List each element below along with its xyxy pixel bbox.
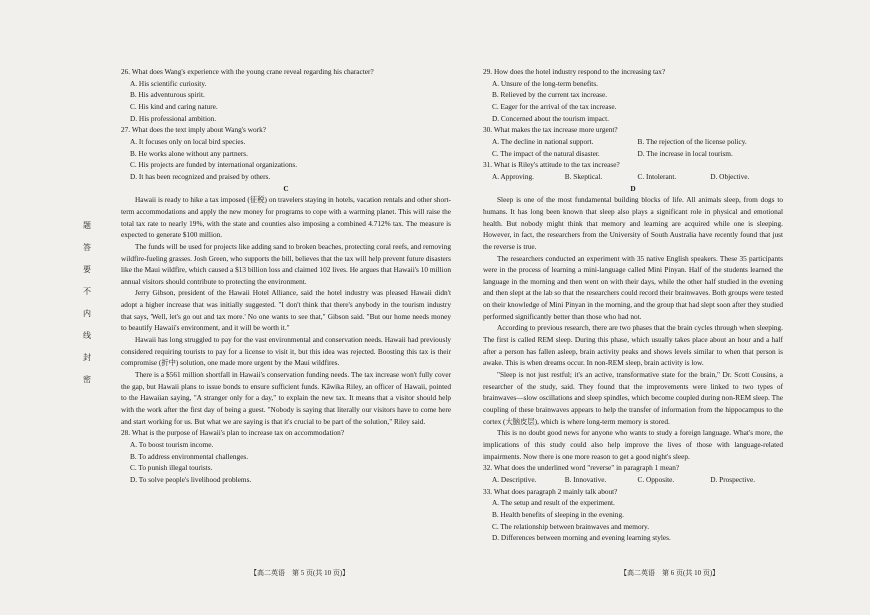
question-31: 31. What is Riley's attitude to the tax increase? (483, 160, 620, 170)
option: C. Opposite. (637, 474, 675, 484)
seal-char: 内 (83, 309, 91, 318)
option: B. To address environmental challenges. (130, 451, 249, 461)
passage-d-paragraph: According to previous research, there are two phases that the brain cycles through when sleeping. The first is called REM sleep. During this phase, which usually takes place about an hour and a half after a person has fallen asleep, brain activity peaks and shows levels similar to when that person is awake. This is when dreams occur. In non-REM sleep, brain activity is low. (483, 323, 783, 368)
seal-char: 线 (83, 331, 91, 340)
question-29: 29. How does the hotel industry respond to the increasing tax? (483, 67, 666, 76)
section-heading-d: D (630, 183, 636, 193)
option: C. Eager for the arrival of the tax increase. (492, 101, 617, 111)
options-row (483, 474, 783, 486)
seal-char: 密 (83, 375, 91, 384)
option: A. To boost tourism income. (130, 440, 214, 449)
seal-char: 要 (83, 265, 91, 274)
options-row (483, 136, 783, 148)
option: A. The setup and result of the experiment. (492, 498, 615, 508)
option: D. The increase in local tourism. (637, 148, 733, 158)
passage-d-paragraph: The researchers conducted an experiment with 35 native English speakers. These 35 participants were in the process of learning a mini-language called Mini Pinyan. Half of the students learned the language in the morning and then went on with their days, while the other half studied in the evening and then slept at the lab so that the researchers could record their brainwaves. Both groups were tested on their knowledge of Mini Pinyan in the morning, and the group that had slept soon after they studied performed significantly better than those who had not. (483, 253, 783, 321)
option: D. Differences between morning and evening learning styles. (492, 533, 671, 543)
seal-char: 题 (83, 221, 91, 230)
passage-c-paragraph: Jerry Gibson, president of the Hawaii Hotel Alliance, said the hotel industry was pleased Hawaii didn't adopt a higher increase that was initially suggested. "I don't think that there's anybody in the tourism industry that says, 'Well, let's go out and tax more.' No one wants to see that," Gibson said. "But our home needs money to beautify Hawaii's environment, and it will be worth it." (121, 288, 451, 333)
question-28: 28. What is the purpose of Hawaii's plan to increase tax on accommodation? (121, 428, 345, 438)
option: C. To punish illegal tourists. (130, 463, 213, 473)
option: C. The impact of the natural disaster. (492, 148, 600, 158)
option: C. The relationship between brainwaves and memory. (492, 521, 650, 531)
option: A. His scientific curiosity. (130, 78, 207, 88)
left-column (121, 66, 451, 486)
option: A. Descriptive. (492, 474, 537, 484)
question-30: 30. What makes the tax increase more urgent? (483, 125, 618, 135)
option: D. Prospective. (710, 474, 756, 484)
seal-char: 答 (83, 243, 91, 252)
question-32: 32. What does the underlined word "reverse" in paragraph 1 mean? (483, 463, 680, 473)
option: D. To solve people's livelihood problems. (130, 474, 252, 484)
seal-char: 不 (83, 287, 91, 296)
passage-d-paragraph: This is no doubt good news for anyone who wants to study a foreign language. What's more, the implications of this study could also help improve the lives of those with language-related impairments. Now there is one more reason to get a good night's sleep. (483, 428, 783, 461)
option: B. Relieved by the current tax increase. (492, 90, 608, 100)
page-footer-left: 【高二英语 第 5 页(共 10 页)】 (250, 569, 350, 577)
passage-d-paragraph: "Sleep is not just restful; it's an active, transformative state for the brain," Dr. Scott Cousins, a researcher of the study, said. They found that the improvements were linked to two types of brainwaves—slow oscillations and sleep spindles, which become coupled during non-REM sleep. The coupling of these brainwaves appears to help the transfer of information from the hippocampus to the cortex (大脑皮层), which is where long-term memory is stored. (483, 370, 783, 426)
question-33: 33. What does paragraph 2 mainly talk about? (483, 486, 618, 496)
page-footer-right: 【高二英语 第 6 页(共 10 页)】 (620, 569, 720, 577)
option: D. Concerned about the tourism impact. (492, 113, 609, 123)
option: A. Approving. (492, 171, 534, 181)
passage-c-paragraph: There is a $561 million shortfall in Hawaii's conservation funding needs. The tax increase won't fully cover the gap, but Hawaii plans to issue bonds to ensure sufficient funds. Kāwika Riley, an officer of Hawaii, pointed to the Hawaiian saying, "A stranger only for a day," to explain the new tax. It means that a visitor should help with the work after the first day of being a guest. "Nobody is saying that literally our visitors have to come here and start working for us. But what we are saying is that it's crucial to be part of the solution," Riley said. (121, 370, 451, 426)
option: B. Skeptical. (564, 171, 603, 181)
passage-c-paragraph: Hawaii has long struggled to pay for the vast environmental and conservation needs. Hawaii had previously considered requiring tourists to pay for a license to visit it, but this idea was rejected. Boosting this tax is their compromise (折中) solution, one made more urgent by the Maui wildfires. (121, 335, 451, 368)
option: B. Health benefits of sleeping in the evening. (492, 509, 624, 519)
option: C. His kind and caring nature. (130, 101, 218, 111)
passage-c-paragraph: Hawaii is ready to hike a tax imposed (征税) on travelers staying in hotels, vacation rentals and other short-term accommodations and apply the new money for programs to cope with a warming planet. This will raise the total tax rate to nearly 19%, with the state and counties also imposing a combined 4.712% tax. The measure is expected to generate $100 million. (121, 195, 451, 240)
option: A. The decline in national support. (492, 136, 594, 146)
options-row (483, 148, 783, 160)
option: D. Objective. (710, 171, 750, 181)
option: B. The rejection of the license policy. (637, 136, 747, 146)
option: C. Intolerant. (637, 171, 677, 181)
question-27: 27. What does the text imply about Wang's work? (121, 125, 266, 135)
option: D. It has been recognized and praised by others. (130, 171, 271, 181)
option: D. His professional ambition. (130, 113, 217, 123)
passage-d-paragraph: Sleep is one of the most fundamental building blocks of life. All animals sleep, from dogs to humans. It has long been known that sleep also plays a significant role in physical and emotional health. But nobody might think that memory and learning are acquired while one is sleeping. However, in fact, the researchers from the University of South Australia have recently found that just the reverse is true. (483, 195, 783, 251)
section-heading-c: C (283, 183, 289, 193)
seal-char: 封 (83, 353, 91, 362)
option: B. He works alone without any partners. (130, 148, 248, 158)
option: A. It focuses only on local bird species. (130, 136, 246, 146)
option: A. Unsure of the long-term benefits. (492, 78, 598, 88)
option: B. His adventurous spirit. (130, 90, 205, 100)
options-row (483, 171, 783, 183)
question-26: 26. What does Wang's experience with the young crane reveal regarding his character? (121, 67, 374, 76)
passage-c-paragraph: The funds will be used for projects like adding sand to broken beaches, protecting coral reefs, and removing wildfire-fueling grasses. Josh Green, who supports the bill, believes that the tax will help prevent future disasters like the Maui wildfire, which caused a $13 billion loss and claimed 102 lives. He argues that Hawaii's 10 million annual visitors should contribute to protecting the environment. (121, 241, 451, 286)
right-column (483, 66, 783, 544)
option: C. His projects are funded by international organizations. (130, 160, 298, 170)
seal-line-text (82, 215, 92, 391)
option: B. Innovative. (564, 474, 607, 484)
